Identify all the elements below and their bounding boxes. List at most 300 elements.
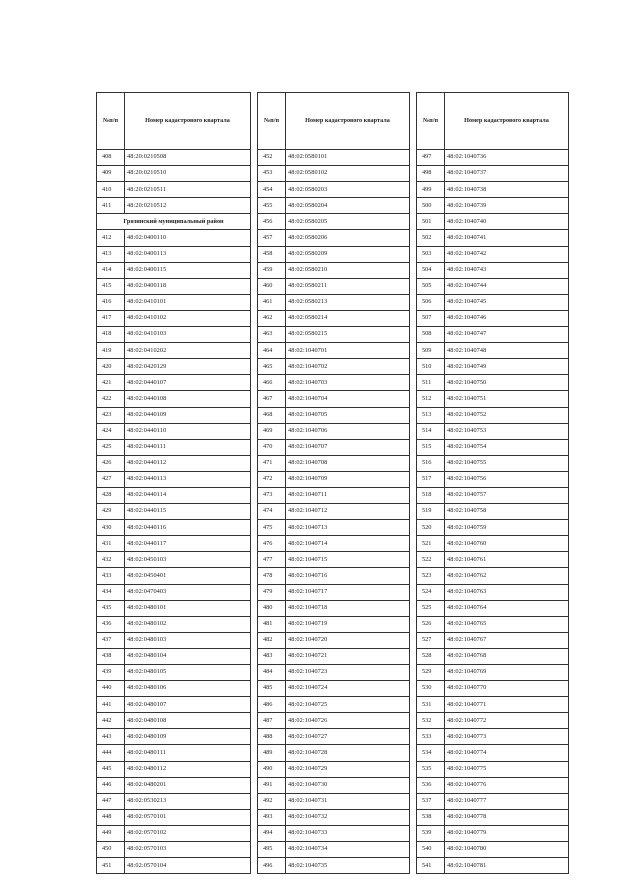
row-number: 453	[258, 166, 286, 182]
row-number: 531	[417, 697, 445, 713]
table-row	[258, 777, 410, 793]
cadastral-code: 48:02:0480112	[125, 761, 251, 777]
row-number: 525	[417, 600, 445, 616]
table-row	[258, 423, 410, 439]
table-row	[97, 552, 251, 568]
row-number: 455	[258, 198, 286, 214]
cadastral-code: 48:02:1040711	[286, 487, 410, 503]
cadastral-code: 48:02:1040706	[286, 423, 410, 439]
cadastral-code: 48:02:1040743	[445, 262, 569, 278]
table-row	[417, 713, 569, 729]
cadastral-code: 48:02:1040745	[445, 294, 569, 310]
row-number: 532	[417, 713, 445, 729]
table-row	[258, 584, 410, 600]
cadastral-code: 48:02:1040738	[445, 182, 569, 198]
row-number: 454	[258, 182, 286, 198]
table-row	[97, 777, 251, 793]
row-number: 539	[417, 825, 445, 841]
table-row	[258, 487, 410, 503]
table-row	[417, 182, 569, 198]
table-row	[258, 375, 410, 391]
row-number: 426	[97, 455, 125, 471]
table-row	[97, 842, 251, 858]
row-number: 436	[97, 616, 125, 632]
table-row	[258, 230, 410, 246]
cadastral-code: 48:02:0410101	[125, 294, 251, 310]
row-number: 462	[258, 310, 286, 326]
row-number: 414	[97, 262, 125, 278]
row-number: 514	[417, 423, 445, 439]
cadastral-code: 48:02:0480105	[125, 665, 251, 681]
table-row	[258, 761, 410, 777]
table-row	[258, 343, 410, 359]
table-row	[258, 665, 410, 681]
table-row	[97, 150, 251, 166]
table-row	[97, 407, 251, 423]
cadastral-code: 48:02:0580204	[286, 198, 410, 214]
cadastral-code: 48:02:1040724	[286, 681, 410, 697]
cadastral-code: 48:02:1040716	[286, 568, 410, 584]
table-row	[97, 681, 251, 697]
table-row	[417, 455, 569, 471]
cadastral-code: 48:02:1040705	[286, 407, 410, 423]
table-row	[417, 648, 569, 664]
table-row	[417, 536, 569, 552]
row-number: 420	[97, 359, 125, 375]
table-row	[258, 391, 410, 407]
cadastral-code: 48:02:1040725	[286, 697, 410, 713]
row-number: 500	[417, 198, 445, 214]
table-row	[417, 777, 569, 793]
table-body-2	[258, 150, 410, 874]
cadastral-code: 48:02:0470403	[125, 584, 251, 600]
table-row	[97, 439, 251, 455]
row-number: 427	[97, 471, 125, 487]
cadastral-code: 48:02:1040755	[445, 455, 569, 471]
table-row	[97, 278, 251, 294]
row-number: 428	[97, 487, 125, 503]
row-number: 432	[97, 552, 125, 568]
cadastral-code: 48:02:1040723	[286, 665, 410, 681]
row-number: 486	[258, 697, 286, 713]
cadastral-code: 48:02:0580209	[286, 246, 410, 262]
row-number: 431	[97, 536, 125, 552]
row-number: 511	[417, 375, 445, 391]
row-number: 515	[417, 439, 445, 455]
row-number: 464	[258, 343, 286, 359]
table-row	[258, 536, 410, 552]
header-code: Номер кадастрового квартала	[286, 93, 410, 150]
table-row	[97, 182, 251, 198]
cadastral-code: 48:02:0410102	[125, 310, 251, 326]
district-title: Грязинский муниципальный район	[97, 214, 251, 230]
row-number: 441	[97, 697, 125, 713]
table-row	[417, 697, 569, 713]
row-number: 470	[258, 439, 286, 455]
table-row	[258, 681, 410, 697]
table-header-row	[417, 93, 569, 150]
row-number: 516	[417, 455, 445, 471]
row-number: 448	[97, 809, 125, 825]
table-row	[97, 648, 251, 664]
cadastral-code: 48:02:1040733	[286, 825, 410, 841]
table-row	[97, 825, 251, 841]
row-number: 410	[97, 182, 125, 198]
table-row	[417, 793, 569, 809]
table-row	[258, 713, 410, 729]
row-number: 409	[97, 166, 125, 182]
cadastral-table-2	[257, 92, 410, 874]
cadastral-code: 48:02:0480201	[125, 777, 251, 793]
table-body-1	[97, 150, 251, 874]
row-number: 467	[258, 391, 286, 407]
row-number: 413	[97, 246, 125, 262]
table-row	[417, 294, 569, 310]
cadastral-code: 48:02:0480101	[125, 600, 251, 616]
cadastral-code: 48:02:1040777	[445, 793, 569, 809]
row-number: 524	[417, 584, 445, 600]
cadastral-code: 48:02:1040761	[445, 552, 569, 568]
row-number: 499	[417, 182, 445, 198]
row-number: 412	[97, 230, 125, 246]
row-number: 460	[258, 278, 286, 294]
row-number: 540	[417, 842, 445, 858]
cadastral-code: 48:02:1040718	[286, 600, 410, 616]
cadastral-code: 48:02:1040708	[286, 455, 410, 471]
cadastral-code: 48:20:0210511	[125, 182, 251, 198]
row-number: 530	[417, 681, 445, 697]
table-row	[417, 166, 569, 182]
row-number: 439	[97, 665, 125, 681]
row-number: 534	[417, 745, 445, 761]
row-number: 518	[417, 487, 445, 503]
cadastral-code: 48:02:1040750	[445, 375, 569, 391]
row-number: 509	[417, 343, 445, 359]
table-row	[417, 487, 569, 503]
cadastral-code: 48:02:0400113	[125, 246, 251, 262]
cadastral-code: 48:02:0580205	[286, 214, 410, 230]
table-row	[97, 520, 251, 536]
row-number: 537	[417, 793, 445, 809]
cadastral-code: 48:02:0530213	[125, 793, 251, 809]
table-row	[258, 825, 410, 841]
cadastral-code: 48:02:0440117	[125, 536, 251, 552]
cadastral-code: 48:02:0440113	[125, 471, 251, 487]
cadastral-code: 48:20:0210510	[125, 166, 251, 182]
table-row	[97, 665, 251, 681]
cadastral-code: 48:02:0480109	[125, 729, 251, 745]
row-number: 501	[417, 214, 445, 230]
table-row	[97, 471, 251, 487]
table-row	[97, 343, 251, 359]
table-row	[258, 697, 410, 713]
table-row	[97, 793, 251, 809]
row-number: 497	[417, 150, 445, 166]
row-number: 490	[258, 761, 286, 777]
row-number: 482	[258, 632, 286, 648]
table-row	[258, 842, 410, 858]
table-row	[417, 198, 569, 214]
row-number: 450	[97, 842, 125, 858]
table-row	[97, 359, 251, 375]
cadastral-code: 48:02:0580214	[286, 310, 410, 326]
table-row	[258, 407, 410, 423]
table-row	[417, 391, 569, 407]
row-number: 493	[258, 809, 286, 825]
cadastral-code: 48:02:1040704	[286, 391, 410, 407]
table-row	[258, 327, 410, 343]
table-row	[417, 520, 569, 536]
table-row	[417, 616, 569, 632]
row-number: 506	[417, 294, 445, 310]
table-row	[97, 697, 251, 713]
table-row	[97, 262, 251, 278]
row-number: 411	[97, 198, 125, 214]
cadastral-code: 48:02:1040702	[286, 359, 410, 375]
row-number: 468	[258, 407, 286, 423]
row-number: 475	[258, 520, 286, 536]
cadastral-code: 48:02:0440111	[125, 439, 251, 455]
table-row	[258, 246, 410, 262]
row-number: 538	[417, 809, 445, 825]
district-row	[97, 214, 251, 230]
cadastral-code: 48:02:1040734	[286, 842, 410, 858]
cadastral-code: 48:02:0580213	[286, 294, 410, 310]
cadastral-code: 48:02:1040757	[445, 487, 569, 503]
table-row	[258, 552, 410, 568]
cadastral-code: 48:02:0410103	[125, 327, 251, 343]
cadastral-table-1	[96, 92, 251, 874]
row-number: 424	[97, 423, 125, 439]
row-number: 425	[97, 439, 125, 455]
row-number: 422	[97, 391, 125, 407]
cadastral-code: 48:02:0580102	[286, 166, 410, 182]
row-number: 522	[417, 552, 445, 568]
table-row	[417, 359, 569, 375]
cadastral-code: 48:02:0440107	[125, 375, 251, 391]
row-number: 461	[258, 294, 286, 310]
cadastral-code: 48:02:1040744	[445, 278, 569, 294]
cadastral-code: 48:02:1040752	[445, 407, 569, 423]
cadastral-code: 48:02:0440109	[125, 407, 251, 423]
row-number: 502	[417, 230, 445, 246]
cadastral-code: 48:02:0580101	[286, 150, 410, 166]
row-number: 536	[417, 777, 445, 793]
row-number: 485	[258, 681, 286, 697]
row-number: 517	[417, 471, 445, 487]
cadastral-code: 48:02:1040741	[445, 230, 569, 246]
cadastral-code: 48:02:1040701	[286, 343, 410, 359]
table-row	[97, 568, 251, 584]
row-number: 507	[417, 310, 445, 326]
row-number: 521	[417, 536, 445, 552]
cadastral-code: 48:02:1040740	[445, 214, 569, 230]
cadastral-code: 48:02:0420129	[125, 359, 251, 375]
header-num: №п/п	[417, 93, 445, 150]
row-number: 492	[258, 793, 286, 809]
cadastral-code: 48:02:1040713	[286, 520, 410, 536]
cadastral-code: 48:02:0440110	[125, 423, 251, 439]
row-number: 505	[417, 278, 445, 294]
row-number: 481	[258, 616, 286, 632]
row-number: 484	[258, 665, 286, 681]
cadastral-code: 48:02:1040763	[445, 584, 569, 600]
row-number: 477	[258, 552, 286, 568]
cadastral-code: 48:02:0400118	[125, 278, 251, 294]
cadastral-code: 48:02:1040776	[445, 777, 569, 793]
row-number: 498	[417, 166, 445, 182]
table-row	[97, 858, 251, 874]
table-row	[258, 616, 410, 632]
cadastral-code: 48:02:1040721	[286, 648, 410, 664]
row-number: 474	[258, 504, 286, 520]
cadastral-code: 48:02:1040772	[445, 713, 569, 729]
cadastral-code: 48:02:1040746	[445, 310, 569, 326]
row-number: 495	[258, 842, 286, 858]
table-row	[258, 729, 410, 745]
row-number: 469	[258, 423, 286, 439]
row-number: 438	[97, 648, 125, 664]
cadastral-code: 48:02:0480104	[125, 648, 251, 664]
row-number: 489	[258, 745, 286, 761]
table-row	[258, 182, 410, 198]
row-number: 446	[97, 777, 125, 793]
table-row	[258, 455, 410, 471]
cadastral-code: 48:02:1040759	[445, 520, 569, 536]
cadastral-code: 48:02:1040760	[445, 536, 569, 552]
table-row	[417, 632, 569, 648]
table-row	[97, 713, 251, 729]
row-number: 478	[258, 568, 286, 584]
cadastral-code: 48:02:1040719	[286, 616, 410, 632]
cadastral-code: 48:02:1040732	[286, 809, 410, 825]
cadastral-code: 48:02:1040768	[445, 648, 569, 664]
cadastral-code: 48:02:1040729	[286, 761, 410, 777]
row-number: 437	[97, 632, 125, 648]
header-code: Номер кадастрового квартала	[125, 93, 251, 150]
row-number: 415	[97, 278, 125, 294]
cadastral-code: 48:02:1040762	[445, 568, 569, 584]
table-row	[258, 745, 410, 761]
table-row	[417, 150, 569, 166]
table-row	[258, 648, 410, 664]
cadastral-code: 48:02:0580206	[286, 230, 410, 246]
row-number: 526	[417, 616, 445, 632]
row-number: 471	[258, 455, 286, 471]
table-row	[258, 520, 410, 536]
row-number: 451	[97, 858, 125, 874]
row-number: 433	[97, 568, 125, 584]
cadastral-code: 48:02:1040715	[286, 552, 410, 568]
table-row	[97, 294, 251, 310]
table-row	[417, 343, 569, 359]
cadastral-code: 48:02:0580211	[286, 278, 410, 294]
cadastral-code: 48:02:0570103	[125, 842, 251, 858]
cadastral-code: 48:02:0480103	[125, 632, 251, 648]
row-number: 520	[417, 520, 445, 536]
cadastral-code: 48:02:1040767	[445, 632, 569, 648]
cadastral-code: 48:02:0440108	[125, 391, 251, 407]
row-number: 527	[417, 632, 445, 648]
table-row	[258, 809, 410, 825]
table-row	[417, 310, 569, 326]
row-number: 418	[97, 327, 125, 343]
cadastral-code: 48:02:1040751	[445, 391, 569, 407]
cadastral-code: 48:02:1040754	[445, 439, 569, 455]
cadastral-code: 48:02:1040726	[286, 713, 410, 729]
row-number: 447	[97, 793, 125, 809]
cadastral-code: 48:02:1040764	[445, 600, 569, 616]
table-row	[97, 423, 251, 439]
table-row	[258, 568, 410, 584]
table-row	[258, 471, 410, 487]
table-row	[97, 729, 251, 745]
cadastral-code: 48:02:1040735	[286, 858, 410, 874]
row-number: 508	[417, 327, 445, 343]
table-row	[258, 439, 410, 455]
row-number: 480	[258, 600, 286, 616]
cadastral-code: 48:02:1040731	[286, 793, 410, 809]
cadastral-code: 48:02:1040778	[445, 809, 569, 825]
table-row	[97, 327, 251, 343]
cadastral-code: 48:20:0210512	[125, 198, 251, 214]
table-row	[97, 584, 251, 600]
cadastral-code: 48:02:0580203	[286, 182, 410, 198]
table-row	[417, 681, 569, 697]
row-number: 513	[417, 407, 445, 423]
table-row	[417, 407, 569, 423]
table-row	[97, 230, 251, 246]
cadastral-code: 48:02:1040712	[286, 504, 410, 520]
table-row	[97, 246, 251, 262]
header-num: №п/п	[258, 93, 286, 150]
table-row	[97, 166, 251, 182]
table-row	[97, 745, 251, 761]
cadastral-code: 48:02:1040739	[445, 198, 569, 214]
cadastral-code: 48:02:1040765	[445, 616, 569, 632]
table-row	[258, 359, 410, 375]
cadastral-code: 48:02:0480106	[125, 681, 251, 697]
table-row	[417, 423, 569, 439]
cadastral-code: 48:02:1040737	[445, 166, 569, 182]
table-row	[417, 214, 569, 230]
table-row	[97, 632, 251, 648]
row-number: 456	[258, 214, 286, 230]
cadastral-code: 48:02:1040779	[445, 825, 569, 841]
table-row	[417, 230, 569, 246]
cadastral-code: 48:02:0400115	[125, 262, 251, 278]
row-number: 466	[258, 375, 286, 391]
row-number: 463	[258, 327, 286, 343]
cadastral-code: 48:02:0480102	[125, 616, 251, 632]
row-number: 523	[417, 568, 445, 584]
row-number: 435	[97, 600, 125, 616]
cadastral-code: 48:02:1040773	[445, 729, 569, 745]
cadastral-table-3	[416, 92, 569, 874]
cadastral-code: 48:02:0410202	[125, 343, 251, 359]
row-number: 443	[97, 729, 125, 745]
cadastral-code: 48:02:1040753	[445, 423, 569, 439]
table-row	[258, 294, 410, 310]
table-row	[417, 600, 569, 616]
table-row	[97, 391, 251, 407]
cadastral-code: 48:02:1040707	[286, 439, 410, 455]
cadastral-code: 48:02:1040770	[445, 681, 569, 697]
cadastral-code: 48:02:1040714	[286, 536, 410, 552]
row-number: 472	[258, 471, 286, 487]
cadastral-code: 48:02:0480107	[125, 697, 251, 713]
table-row	[97, 198, 251, 214]
